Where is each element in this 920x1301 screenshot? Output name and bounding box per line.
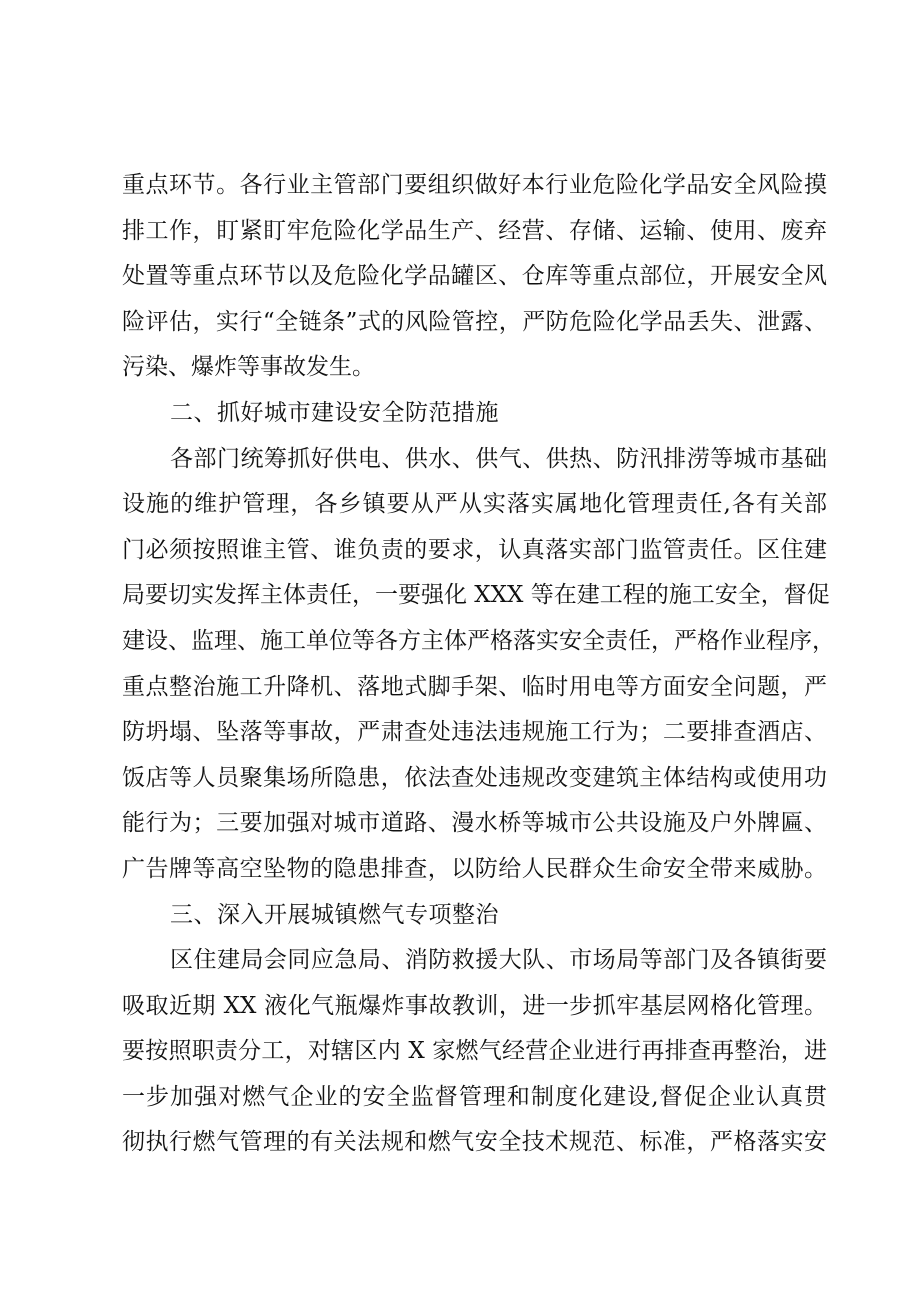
paragraph-line: 能行为；三要加强对城市道路、漫水桥等城市公共设施及户外牌匾、 (122, 810, 827, 837)
paragraph-line: 各部门统筹抓好供电、供水、供气、供热、防汛排涝等城市基础 (170, 445, 827, 472)
paragraph-line: 建设、监理、施工单位等各方主体严格落实安全责任，严格作业程序， (122, 627, 835, 654)
paragraph-line: 局要切实发挥主体责任，一要强化 XXX 等在建工程的施工安全，督促 (122, 582, 830, 609)
paragraph-line: 要按照职责分工，对辖区内 X 家燃气经营企业进行再排查再整治，进 (122, 1038, 827, 1065)
paragraph-line: 门必须按照谁主管、谁负责的要求，认真落实部门监管责任。区住建 (122, 536, 827, 563)
document-body (122, 163, 835, 1166)
paragraph-line: 污染、爆炸等事故发生。 (122, 354, 375, 381)
paragraph-line: 排工作，盯紧盯牢危险化学品生产、经营、存储、运输、使用、废弃 (122, 217, 827, 244)
paragraph-line: 彻执行燃气管理的有关法规和燃气安全技术规范、标准，严格落实安 (122, 1129, 827, 1156)
paragraph-line: 重点环节。各行业主管部门要组织做好本行业危险化学品安全风险摸 (122, 172, 827, 198)
paragraph-line: 吸取近期 XX 液化气瓶爆炸事故教训，进一步抓牢基层网格化管理。 (122, 992, 827, 1019)
paragraph-line: 设施的维护管理，各乡镇要从严从实落实属地化管理责任,各有关部 (122, 491, 827, 518)
paragraph-line: 一步加强对燃气企业的安全监督管理和制度化建设,督促企业认真贯 (122, 1083, 827, 1110)
section-heading: 三、深入开展城镇燃气专项整治 (170, 901, 499, 928)
paragraph-line: 处置等重点环节以及危险化学品罐区、仓库等重点部位，开展安全风 (122, 263, 827, 290)
paragraph-line: 重点整治施工升降机、落地式脚手架、临时用电等方面安全问题，严 (122, 673, 827, 700)
paragraph-line: 广告牌等高空坠物的隐患排查，以防给人民群众生命安全带来威胁。 (122, 855, 827, 882)
paragraph-line: 防坍塌、坠落等事故，严肃查处违法违规施工行为；二要排查酒店、 (122, 719, 827, 746)
paragraph-line: 险评估，实行“全链条”式的风险管控，严防危险化学品丢失、泄露、 (122, 308, 827, 335)
paragraph-line: 饭店等人员聚集场所隐患，依法查处违规改变建筑主体结构或使用功 (122, 764, 827, 791)
paragraph-line: 区住建局会同应急局、消防救援大队、市场局等部门及各镇街要 (170, 947, 827, 974)
section-heading: 二、抓好城市建设安全防范措施 (170, 399, 499, 426)
